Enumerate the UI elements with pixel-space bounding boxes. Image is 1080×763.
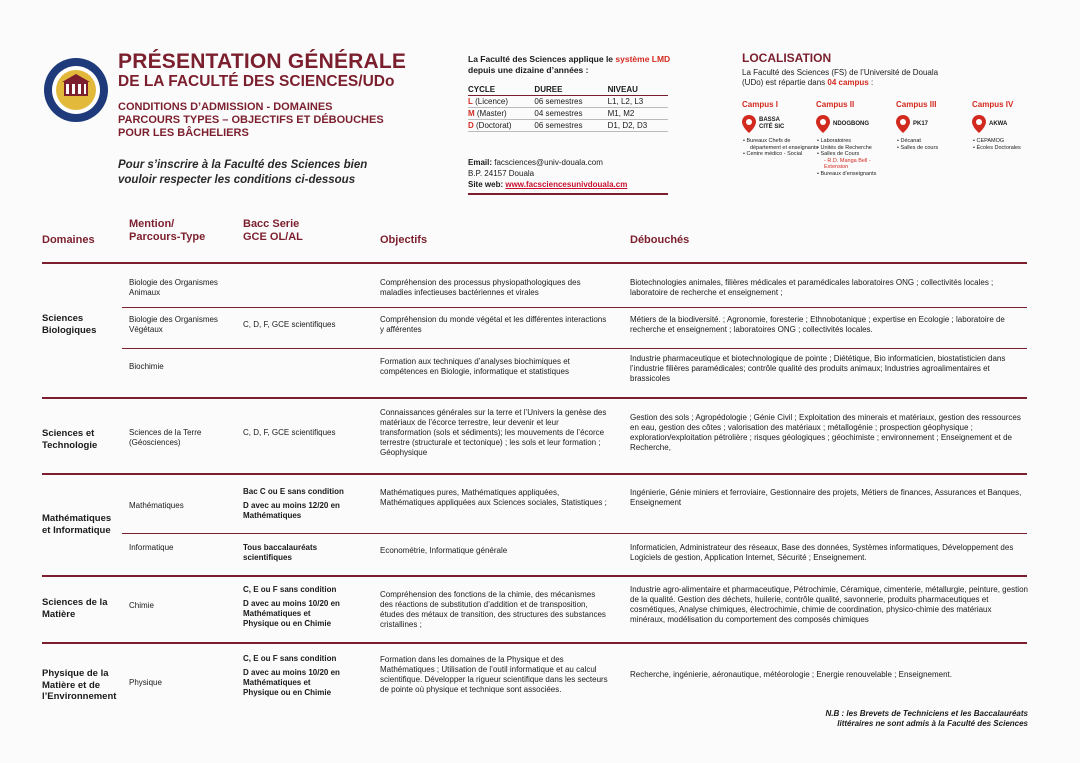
campus-2 <box>816 100 896 177</box>
location-pin-icon <box>816 115 830 133</box>
intro-line2: vouloir respecter les conditions ci-dessous <box>118 174 356 186</box>
bac-cell <box>243 654 348 698</box>
niveau-col-header: NIVEAU <box>608 84 668 96</box>
objectif-cell: Compréhension du monde végétal et les différentes interactions y afférentes <box>380 315 607 334</box>
campus-place: NDOGBONG <box>833 120 869 127</box>
campus-3 <box>896 100 976 151</box>
campus-name: Campus IV <box>972 100 1014 109</box>
objectif-cell: Econométrie, Informatique générale <box>380 546 508 555</box>
row-divider <box>122 533 1027 534</box>
debouche-cell: Gestion des sols ; Agropédologie ; Génie Civil ; Exploitation des minerais et matériaux, gestion des ressources en eau, gestion des côtes ; valorisation des matériaux ; métallogénie ; prospection géophysique ; exploration/exploitation pétrolière ; risques géologiques ; géochimiste ; environnement ; Enseignement et de Recherche, <box>630 413 1021 452</box>
logo-text <box>42 56 54 57</box>
bac-cell: Tous baccalauréats scientifiques <box>243 543 318 562</box>
duree-col-header: DUREE <box>534 84 607 96</box>
cycle-letter: M <box>468 109 475 118</box>
col-header-mention-2: Parcours-Type <box>129 231 206 243</box>
cycle-name: (Master) <box>474 109 507 118</box>
cycle-letter: D <box>468 121 474 130</box>
cycle-letter: L <box>468 97 473 106</box>
header-divider <box>42 262 1027 264</box>
cycle-niveau: D1, D2, D3 <box>608 120 668 132</box>
footnote-line1: N.B : les Brevets de Techniciens et les Baccalauréats <box>825 709 1028 718</box>
intro-line1: Pour s’inscrire à la Faculté des Sciences bien <box>118 159 368 171</box>
campus-item: • Unités de Recherche <box>824 145 896 152</box>
debouche-cell: Métiers de la biodiversité. ; Agronomie, foresterie ; Ethnobotanique ; expertise en Ecologie ; laboratoire de recherche et enseignement ; laboratoires ONG ; collectivités locales. <box>630 315 1005 334</box>
objectif-cell: Formation dans les domaines de la Physique et des Mathématiques ; Utilisation de l’outil informatique et au calcul scientifique. Développer la rigueur scientifique dans les secteurs de pointe où physique et technique sont associées. <box>380 655 608 694</box>
domain-sciences-matiere: Sciences de la Matière <box>42 597 108 620</box>
footnote <box>780 709 1028 729</box>
university-logo <box>42 56 110 124</box>
domain-maths-informatique: Mathématiques et Informatique <box>42 513 112 536</box>
mention-cell: Mathématiques <box>129 501 184 510</box>
campus-name: Campus II <box>816 100 855 109</box>
location-pin-icon <box>742 115 756 133</box>
lmd-description <box>468 54 678 76</box>
localisation-text-2: : <box>868 78 874 87</box>
intro-text <box>118 158 418 188</box>
domain-physique-matiere: Physique de la Matière et de l’Environnement <box>42 668 117 702</box>
bac-condition-1: Bac C ou E sans condition <box>243 487 344 496</box>
cycle-row <box>468 96 668 108</box>
bac-condition-2: D avec au moins 10/20 en Mathématiques et Physique ou en Chimie <box>243 668 340 697</box>
debouche-cell: Recherche, ingénierie, aéronautique, météorologie ; Energie renouvelable ; Enseignement. <box>630 670 952 679</box>
col-header-objectifs: Objectifs <box>380 234 428 246</box>
campus-4 <box>972 100 1052 151</box>
campus-item: • Décanat <box>904 138 976 145</box>
campus-1 <box>742 100 822 158</box>
localisation-text <box>742 68 952 88</box>
cycle-duree: 06 semestres <box>534 96 607 108</box>
bac-condition-2: D avec au moins 10/20 en Mathématiques et Physique ou en Chimie <box>243 599 340 628</box>
objectif-cell: Compréhension des processus physiopathologiques des maladies infectieuses bactériennes et virales <box>380 278 581 297</box>
campus-place-2: CITÉ SIC <box>759 124 785 130</box>
mention-cell: Biologie des Organismes Animaux <box>129 278 218 297</box>
col-header-bac-1: Bacc Serie <box>243 218 300 230</box>
page-title: PRÉSENTATION GÉNÉRALE <box>118 50 407 73</box>
cycle-table <box>468 84 668 132</box>
mention-cell: Biochimie <box>129 362 164 371</box>
email-label: Email: <box>468 158 493 167</box>
admission-heading-line3: POUR LES BÂCHELIERS <box>118 127 249 139</box>
cycle-duree: 04 semestres <box>534 108 607 120</box>
website-link[interactable]: www.facsciencesunivdouala.cm <box>505 180 628 189</box>
debouche-cell: Industrie pharmaceutique et biotechnologique de pointe ; Diététique, Bio informaticien, biostatisticien dans l’industrie filières paramédicales; contrôle qualité des produits animaux; Industries agroalimentaires et brassicoles <box>630 354 1006 383</box>
location-pin-icon <box>972 115 986 133</box>
bac-condition-1: C, E ou F sans condition <box>243 585 337 594</box>
admission-heading-line1: CONDITIONS D’ADMISSION - DOMAINES <box>118 101 333 113</box>
domain-divider <box>42 397 1027 399</box>
localisation-text-1: La Faculté des Sciences (FS) de l’Université de Douala (UDo) est répartie dans <box>742 68 939 87</box>
localisation-highlight: 04 campus <box>827 78 869 87</box>
objectif-cell: Connaissances générales sur la terre et l’Univers la genèse des matériaux de l’écorce terrestre, leur devenir et leur transformation (sols et sédiments); les mouvements de l’écorce terrestre (structurale et tectonique) ; les sols et leur formation ; Géophysique <box>380 408 607 457</box>
col-header-bac <box>243 218 303 244</box>
campus-item: • Laboratoires <box>824 138 896 145</box>
localisation-title: LOCALISATION <box>742 51 832 65</box>
campus-place: PK17 <box>913 120 929 127</box>
objectif-cell: Formation aux techniques d’analyses biochimiques et compétences en Biologie, informatique et statistiques <box>380 357 570 376</box>
debouche-cell: Industrie agro-alimentaire et pharmaceutique, Pétrochimie, Céramique, cimenterie, métallurgie, peinture, gestion de la qualité. Gestion des déchets, huilerie, contrôle qualité, savonnerie, produits pharmaceutiques et cosmétiques, Analyse chimiques, électrochimie, chimie de coordination, physico-chimie des matériaux minéraux, modélisation du comportement des composés chimiques <box>630 585 1028 624</box>
domain-divider <box>42 642 1027 644</box>
campus-subitem: - R.D. Manga Bell - Extension <box>824 157 871 170</box>
col-header-mention-1: Mention/ <box>129 218 175 230</box>
cycle-row <box>468 108 668 120</box>
row-divider <box>122 348 1027 349</box>
campus-place: BASSA <box>759 117 781 123</box>
campus-item: Salles de Cours <box>820 151 860 157</box>
cycle-name: (Doctorat) <box>473 121 512 130</box>
col-header-debouches: Débouchés <box>630 234 690 246</box>
cycle-name: (Licence) <box>472 97 509 106</box>
campus-place: AKWA <box>989 120 1008 127</box>
col-header-bac-2: GCE OL/AL <box>243 231 303 243</box>
campus-item: • Écoles Doctorales <box>980 145 1052 152</box>
lmd-text-1: La Faculté des Sciences applique le <box>468 54 616 64</box>
postal-box: B.P. 24157 Douala <box>468 169 535 178</box>
page-subtitle: DE LA FACULTÉ DES SCIENCES/UDo <box>118 73 395 90</box>
footnote-line2: littéraires ne sont admis à la Faculté des Sciences <box>837 719 1028 728</box>
location-pin-icon <box>896 115 910 133</box>
bac-cell: C, D, F, GCE scientifiques <box>243 320 336 329</box>
col-header-domaines: Domaines <box>42 234 95 246</box>
admission-heading-line2: PARCOURS TYPES – OBJECTIFS ET DÉBOUCHES <box>118 114 384 126</box>
cycle-row <box>468 120 668 132</box>
lmd-highlight: système LMD <box>615 54 671 64</box>
domain-divider <box>42 473 1027 475</box>
debouche-cell: Biotechnologies animales, filières médicales et paramédicales laboratoires ONG ; collectivités locales ; laboratoire de recherche et enseignement ; <box>630 278 994 297</box>
bac-condition-1: C, E ou F sans condition <box>243 654 337 663</box>
bac-cell <box>243 585 348 629</box>
bac-cell <box>243 487 363 521</box>
campus-name: Campus I <box>742 100 779 109</box>
site-label: Site web: <box>468 180 504 189</box>
campus-name: Campus III <box>896 100 937 109</box>
debouche-cell: Ingénierie, Génie miniers et ferroviaire, Gestionnaire des projets, Métiers de finances, Assurances et Banques, Enseignement <box>630 488 1022 507</box>
domain-sciences-technologie: Sciences et Technologie <box>42 428 98 451</box>
mention-cell: Biologie des Organismes Végétaux <box>129 315 218 334</box>
cycle-duree: 06 semestres <box>534 120 607 132</box>
campus-item: • CEPAMOG <box>980 138 1052 145</box>
cycle-niveau: M1, M2 <box>608 108 668 120</box>
bac-condition-2: D avec au moins 12/20 en Mathématiques <box>243 501 340 520</box>
campus-item: • Salles de cours <box>904 145 976 152</box>
campus-item: • Bureaux Chefs de département et enseignants <box>750 138 822 151</box>
objectif-cell: Mathématiques pures, Mathématiques appliquées, Mathématiques appliquées aux Sciences sociales, Statistiques ; <box>380 488 607 507</box>
domain-sciences-biologiques: Sciences Biologiques <box>42 313 97 336</box>
mention-cell: Chimie <box>129 601 154 610</box>
email-link[interactable]: facsciences@univ-douala.com <box>492 158 603 167</box>
row-divider <box>122 307 1027 308</box>
contact-block <box>468 157 668 195</box>
objectif-cell: Compréhension des fonctions de la chimie, des mécanismes des réactions de substitution d’addition et de transposition, études des métaux de transition, des structures des substances cristallines ; <box>380 590 606 629</box>
bac-cell: C, D, F, GCE scientifiques <box>243 428 336 437</box>
mention-cell: Sciences de la Terre (Géosciences) <box>129 428 202 447</box>
debouche-cell: Informaticien, Administrateur des réseaux, Base des données, Systèmes informatiques, Développement des Logiciels de gestion, Application Internet, Sécurité ; Enseignement. <box>630 543 1014 562</box>
cycle-niveau: L1, L2, L3 <box>608 96 668 108</box>
campus-item: • Centre médico - Social <box>750 151 822 158</box>
admission-heading <box>118 101 418 140</box>
mention-cell: Informatique <box>129 543 174 552</box>
domain-divider <box>42 575 1027 577</box>
col-header-mention <box>129 218 205 244</box>
cycle-col-header: CYCLE <box>468 84 534 96</box>
campus-item: • Bureaux d’enseignants <box>824 171 896 178</box>
lmd-text-2: depuis une dizaine d’années : <box>468 65 589 75</box>
mention-cell: Physique <box>129 678 162 687</box>
